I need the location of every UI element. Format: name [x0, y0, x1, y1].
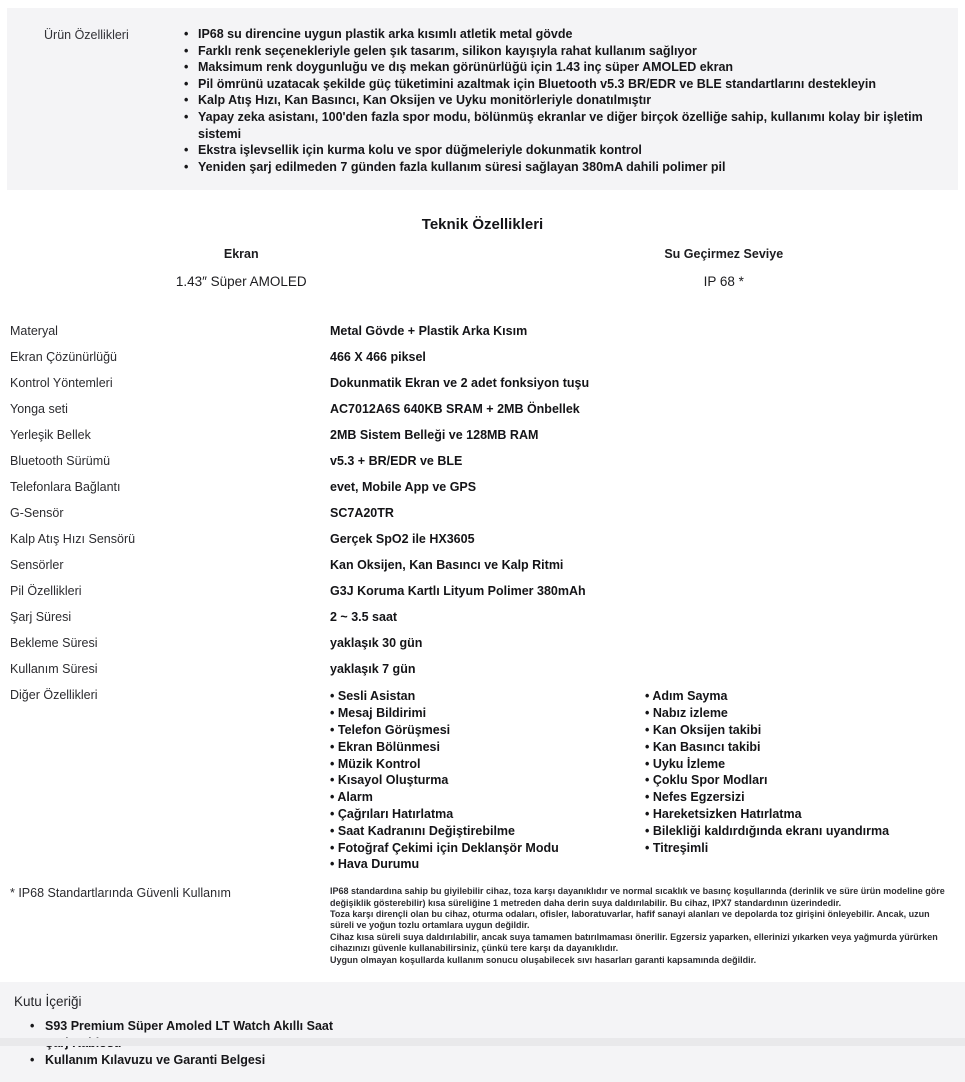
- spec-value: G3J Koruma Kartlı Lityum Polimer 380mAh: [330, 584, 586, 598]
- list-item: • Mesaj Bildirimi: [330, 705, 645, 722]
- highlight-screen: [0, 247, 483, 289]
- box-contents-title: Kutu İçeriği: [0, 994, 965, 1009]
- list-item: • Kullanım Kılavuzu ve Garanti Belgesi: [0, 1052, 965, 1069]
- tech-specs-section: [0, 216, 965, 966]
- spec-value: yaklaşık 30 gün: [330, 636, 422, 650]
- table-row: [0, 344, 965, 370]
- list-item: • Hareketsizken Hatırlatma: [645, 806, 960, 823]
- spec-label: Kalp Atış Hızı Sensörü: [0, 532, 330, 546]
- note-paragraph: IP68 standardına sahip bu giyilebilir cihaz, toza karşı dayanıklıdır ve normal sıcaklık ve basınç koşullarında (derinlik ve süre ürün modeline göre değişiklik gösterebilir) kısa süreliğine 1 metreden daha derin suya daldırılabilir. Bu cihaz, IPX7 standardının üzerindedir.: [330, 886, 955, 909]
- table-row: [0, 318, 965, 344]
- table-row: [0, 370, 965, 396]
- list-item: • Yeniden şarj edilmeden 7 günden fazla kullanım süresi sağlayan 380mA dahili polimer pil: [182, 159, 940, 176]
- list-item: • Nefes Egzersizi: [645, 789, 960, 806]
- list-item: • Kan Basıncı takibi: [645, 739, 960, 756]
- spec-label: Şarj Süresi: [0, 610, 330, 624]
- note-paragraph: Cihaz kısa süreli suya daldırılabilir, ancak suya tamamen batırılmaması önerilir. Egzersiz yaparken, ellerinizi yıkarken veya yağmurda yürürken cihazınızı güvenle kullanabilirsiniz, çünkü tere karşı da dayanıklıdır.: [330, 932, 955, 955]
- table-row: [0, 604, 965, 630]
- list-item: • Bilekliği kaldırdığında ekranı uyandırma: [645, 823, 960, 840]
- spec-label: Kullanım Süresi: [0, 662, 330, 676]
- list-item: • Nabız izleme: [645, 705, 960, 722]
- list-item: • Yapay zeka asistanı, 100'den fazla spor modu, bölünmüş ekranlar ve diğer birçok özelliğe sahip, kullanımı kolay bir işletim sistemi: [182, 109, 940, 142]
- table-row: [0, 526, 965, 552]
- product-specs-page: [0, 8, 965, 1046]
- list-item: • Titreşimli: [645, 840, 960, 857]
- highlight-value: IP 68 *: [483, 274, 965, 289]
- spec-value: AC7012A6S 640KB SRAM + 2MB Önbellek: [330, 402, 580, 416]
- list-item: • Alarm: [330, 789, 645, 806]
- list-item: • Farklı renk seçenekleriyle gelen şık tasarım, silikon kayışıyla rahat kullanım sağlıyor: [182, 43, 940, 60]
- spec-label: Pil Özellikleri: [0, 584, 330, 598]
- ip68-note-label: * IP68 Standartlarında Güvenli Kullanım: [0, 886, 330, 900]
- spec-value: SC7A20TR: [330, 506, 394, 520]
- list-item: • Telefon Görüşmesi: [330, 722, 645, 739]
- spec-value: yaklaşık 7 gün: [330, 662, 415, 676]
- spec-label: Bluetooth Sürümü: [0, 454, 330, 468]
- other-features-columns: [330, 688, 965, 873]
- list-item: • Müzik Kontrol: [330, 756, 645, 773]
- highlight-value: 1.43″ Süper AMOLED: [0, 274, 483, 289]
- spec-label: Kontrol Yöntemleri: [0, 376, 330, 390]
- product-features-list: [182, 26, 940, 175]
- spec-label: Yonga seti: [0, 402, 330, 416]
- highlight-header: Ekran: [0, 247, 483, 261]
- spec-value: Metal Gövde + Plastik Arka Kısım: [330, 324, 527, 338]
- tech-specs-title: Teknik Özellikleri: [0, 216, 965, 233]
- product-features-label: Ürün Özellikleri: [7, 26, 182, 175]
- list-item: • Hava Durumu: [330, 856, 645, 873]
- table-row: [0, 500, 965, 526]
- list-item: • Uyku İzleme: [645, 756, 960, 773]
- spec-label: Telefonlara Bağlantı: [0, 480, 330, 494]
- spec-value: 466 X 466 piksel: [330, 350, 426, 364]
- spec-label: Sensörler: [0, 558, 330, 572]
- spec-value: Gerçek SpO2 ile HX3605: [330, 532, 475, 546]
- spec-label: Ekran Çözünürlüğü: [0, 350, 330, 364]
- table-row: [0, 422, 965, 448]
- note-paragraph: Toza karşı dirençli olan bu cihaz, oturma odaları, ofisler, laboratuvarlar, hafif sanayi alanları ve depolarda toz girişini önleyebilir. Ancak, uzun süreli ve yoğun tozlu ortamlara uygun değildir.: [330, 909, 955, 932]
- list-item: • Sesli Asistan: [330, 688, 645, 705]
- spec-value: v5.3 + BR/EDR ve BLE: [330, 454, 462, 468]
- spec-highlights: [0, 247, 965, 289]
- bottom-divider-bar: [0, 1038, 965, 1046]
- list-item: • Çağrıları Hatırlatma: [330, 806, 645, 823]
- list-item: • Çoklu Spor Modları: [645, 772, 960, 789]
- list-item: • Saat Kadranını Değiştirebilme: [330, 823, 645, 840]
- list-item: • Maksimum renk doygunluğu ve dış mekan görünürlüğü için 1.43 inç süper AMOLED ekran: [182, 59, 940, 76]
- spec-value: Kan Oksijen, Kan Basıncı ve Kalp Ritmi: [330, 558, 563, 572]
- table-row: [0, 578, 965, 604]
- spec-label: Materyal: [0, 324, 330, 338]
- table-row: [0, 448, 965, 474]
- spec-label: G-Sensör: [0, 506, 330, 520]
- list-item: • Adım Sayma: [645, 688, 960, 705]
- spec-label: Diğer Özellikleri: [0, 688, 330, 702]
- list-item: • Kalp Atış Hızı, Kan Basıncı, Kan Oksijen ve Uyku monitörleriyle donatılmıştır: [182, 92, 940, 109]
- list-item: • Fotoğraf Çekimi için Deklanşör Modu: [330, 840, 645, 857]
- spec-value: 2MB Sistem Belleği ve 128MB RAM: [330, 428, 538, 442]
- list-item: • Kısayol Oluşturma: [330, 772, 645, 789]
- spec-value: 2 ~ 3.5 saat: [330, 610, 397, 624]
- list-item: • Kan Oksijen takibi: [645, 722, 960, 739]
- ip68-note-row: [0, 877, 965, 966]
- highlight-waterproof: [483, 247, 965, 289]
- list-item: • IP68 su direncine uygun plastik arka kısımlı atletik metal gövde: [182, 26, 940, 43]
- table-row: [0, 396, 965, 422]
- product-features-section: [7, 8, 958, 190]
- spec-value: evet, Mobile App ve GPS: [330, 480, 476, 494]
- ip68-note-text: [330, 886, 955, 966]
- table-row: [0, 474, 965, 500]
- other-features-col1: [330, 688, 645, 873]
- other-features-col2: [645, 688, 960, 873]
- spec-label: Yerleşik Bellek: [0, 428, 330, 442]
- other-features-row: [0, 682, 965, 877]
- spec-label: Bekleme Süresi: [0, 636, 330, 650]
- spec-table: [0, 318, 965, 966]
- box-contents-section: [0, 982, 965, 1082]
- list-item: • Pil ömrünü uzatacak şekilde güç tüketimini azaltmak için Bluetooth v5.3 BR/EDR ve BLE standartlarını destekleyin: [182, 76, 940, 93]
- spec-value: Dokunmatik Ekran ve 2 adet fonksiyon tuşu: [330, 376, 589, 390]
- table-row: [0, 630, 965, 656]
- note-paragraph: Uygun olmayan koşullarda kullanım sonucu oluşabilecek sıvı hasarları garanti kapsamında değildir.: [330, 955, 955, 966]
- list-item: • S93 Premium Süper Amoled LT Watch Akıllı Saat: [0, 1018, 965, 1035]
- list-item: • Ekran Bölünmesi: [330, 739, 645, 756]
- list-item: • Ekstra işlevsellik için kurma kolu ve spor düğmeleriyle dokunmatik kontrol: [182, 142, 940, 159]
- table-row: [0, 656, 965, 682]
- highlight-header: Su Geçirmez Seviye: [483, 247, 965, 261]
- table-row: [0, 552, 965, 578]
